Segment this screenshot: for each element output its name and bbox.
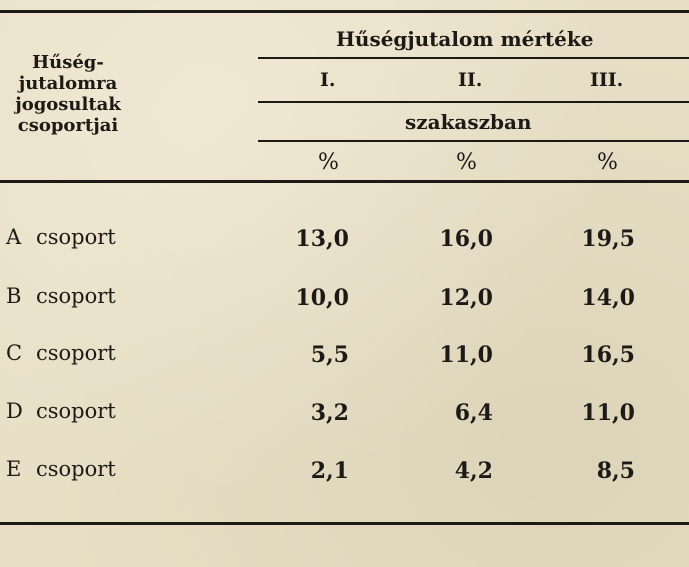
- column-header-3: III.: [590, 69, 624, 91]
- cell-c-3: 16,5: [581, 342, 635, 368]
- roman-rule: [258, 101, 689, 103]
- row-label: csoport: [36, 341, 116, 365]
- row-letter: E: [6, 457, 22, 481]
- row-group-header-line-3: jogosultak: [15, 94, 121, 115]
- cell-d-1: 3,2: [310, 400, 349, 426]
- cell-b-2: 12,0: [439, 285, 493, 311]
- cell-a-1: 13,0: [295, 226, 349, 252]
- unit-col-2: %: [456, 150, 477, 175]
- cell-d-2: 6,4: [454, 400, 493, 426]
- cell-b-1: 10,0: [295, 285, 349, 311]
- table-row: [6, 341, 116, 365]
- row-group-header-line-2: jutalomra: [18, 73, 118, 94]
- row-letter: D: [6, 399, 23, 423]
- cell-c-1: 5,5: [310, 342, 349, 368]
- column-header-1: I.: [320, 69, 336, 91]
- header-bottom-rule: [0, 180, 689, 183]
- cell-a-2: 16,0: [439, 226, 493, 252]
- cell-e-3: 8,5: [596, 458, 635, 484]
- column-header-2: II.: [458, 69, 483, 91]
- cell-c-2: 11,0: [439, 342, 493, 368]
- cell-a-3: 19,5: [581, 226, 635, 252]
- table-row: [6, 399, 116, 423]
- table-title: Hűségjutalom mértéke: [336, 27, 594, 51]
- cell-d-3: 11,0: [581, 400, 635, 426]
- unit-col-3: %: [597, 150, 618, 175]
- row-group-header: [0, 52, 136, 136]
- row-letter: B: [6, 284, 22, 308]
- cell-b-3: 14,0: [581, 285, 635, 311]
- table-row: [6, 225, 116, 249]
- cell-e-1: 2,1: [310, 458, 349, 484]
- row-label: csoport: [36, 399, 116, 423]
- row-group-header-line-4: csoportjai: [17, 115, 119, 136]
- sub-rule: [258, 140, 689, 142]
- table-row: [6, 284, 116, 308]
- row-label: csoport: [36, 457, 116, 481]
- row-letter: A: [6, 225, 22, 249]
- cell-e-2: 4,2: [454, 458, 493, 484]
- title-rule: [258, 57, 689, 59]
- row-label: csoport: [36, 284, 116, 308]
- row-group-header-line-1: Hűség-: [32, 52, 104, 73]
- unit-col-1: %: [318, 150, 339, 175]
- section-subheader: szakaszban: [405, 110, 532, 134]
- top-rule: [0, 10, 689, 13]
- table-row: [6, 457, 116, 481]
- row-label: csoport: [36, 225, 116, 249]
- bottom-rule: [0, 522, 689, 525]
- row-letter: C: [6, 341, 23, 365]
